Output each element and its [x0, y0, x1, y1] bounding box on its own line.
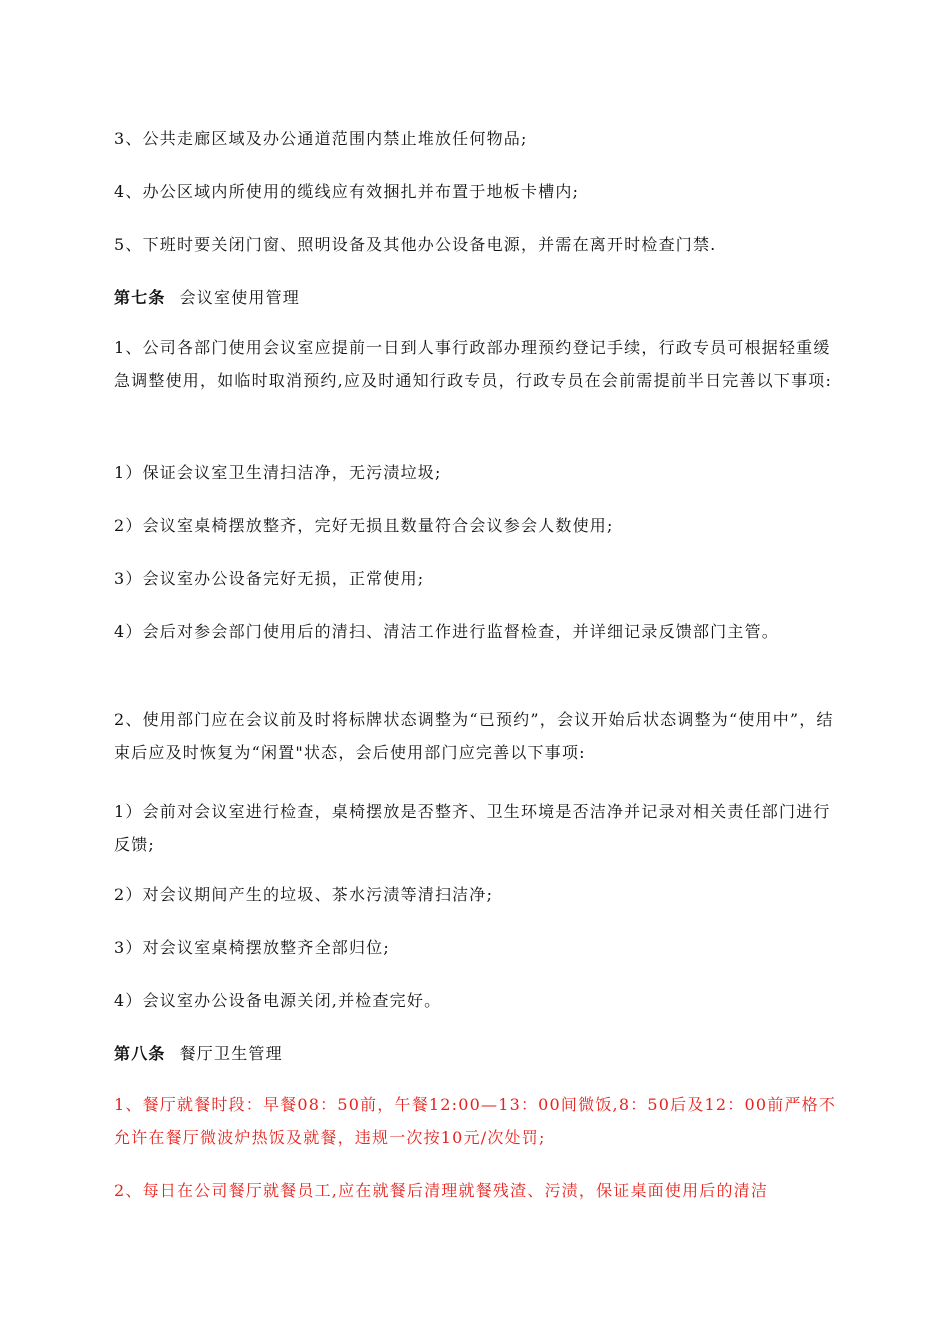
article-7-heading — [114, 281, 844, 314]
item-5: 5、下班时要关闭门窗、照明设备及其他办公设备电源，并需在离开时检查门禁. — [114, 235, 717, 254]
article-7-p1-item-4: 4）会后对参会部门使用后的清扫、清洁工作进行监督检查，并详细记录反馈部门主管。 — [114, 622, 779, 641]
article-8-paragraph-2: 2、每日在公司餐厅就餐员工,应在就餐后清理就餐残渣、污渍，保证桌面使用后的清洁 — [114, 1181, 769, 1200]
article-7-title: 会议室使用管理 — [179, 288, 301, 307]
article-7-paragraph-1: 1、公司各部门使用会议室应提前一日到人事行政部办理预约登记手续，行政专员可根据轻重缓急调整使用，如临时取消预约,应及时通知行政专员，行政专员在会前需提前半日完善以下事项: — [114, 338, 833, 390]
item-4: 4、办公区域内所使用的缆线应有效捆扎并布置于地板卡槽内; — [114, 182, 580, 201]
article-7-p1-item-2: 2）会议室桌椅摆放整齐，完好无损且数量符合会议参会人数使用; — [114, 516, 614, 535]
article-7-label: 第七条 — [114, 288, 166, 307]
article-7-paragraph-2: 2、使用部门应在会议前及时将标牌状态调整为“已预约”，会议开始后状态调整为“使用中”，结束后应及时恢复为“闲置"状态，会后使用部门应完善以下事项: — [114, 710, 834, 762]
article-7-p1-item-1: 1）保证会议室卫生清扫洁净，无污渍垃圾; — [114, 463, 442, 482]
article-7-p1-item-3: 3）会议室办公设备完好无损，正常使用; — [114, 569, 425, 588]
article-7-p2-item-1: 1）会前对会议室进行检查，桌椅摆放是否整齐、卫生环境是否洁净并记录对相关责任部门进行反馈; — [114, 802, 831, 854]
article-8-paragraph-1: 1、餐厅就餐时段：早餐08：50前，午餐12:00—13：00间微饭,8：50后及12：00前严格不允许在餐厅微波炉热饭及就餐，违规一次按10元/次处罚; — [114, 1095, 837, 1147]
article-8-heading — [114, 1037, 844, 1070]
item-3: 3、公共走廊区域及办公通道范围内禁止堆放任何物品; — [114, 129, 528, 148]
article-7-p2-item-3: 3）对会议室桌椅摆放整齐全部归位; — [114, 938, 390, 957]
article-8-label: 第八条 — [114, 1044, 166, 1063]
article-7-p2-item-2: 2）对会议期间产生的垃圾、茶水污渍等清扫洁净; — [114, 885, 494, 904]
article-8-title: 餐厅卫生管理 — [179, 1044, 283, 1063]
article-7-p2-item-4: 4）会议室办公设备电源关闭,并检查完好。 — [114, 991, 442, 1010]
